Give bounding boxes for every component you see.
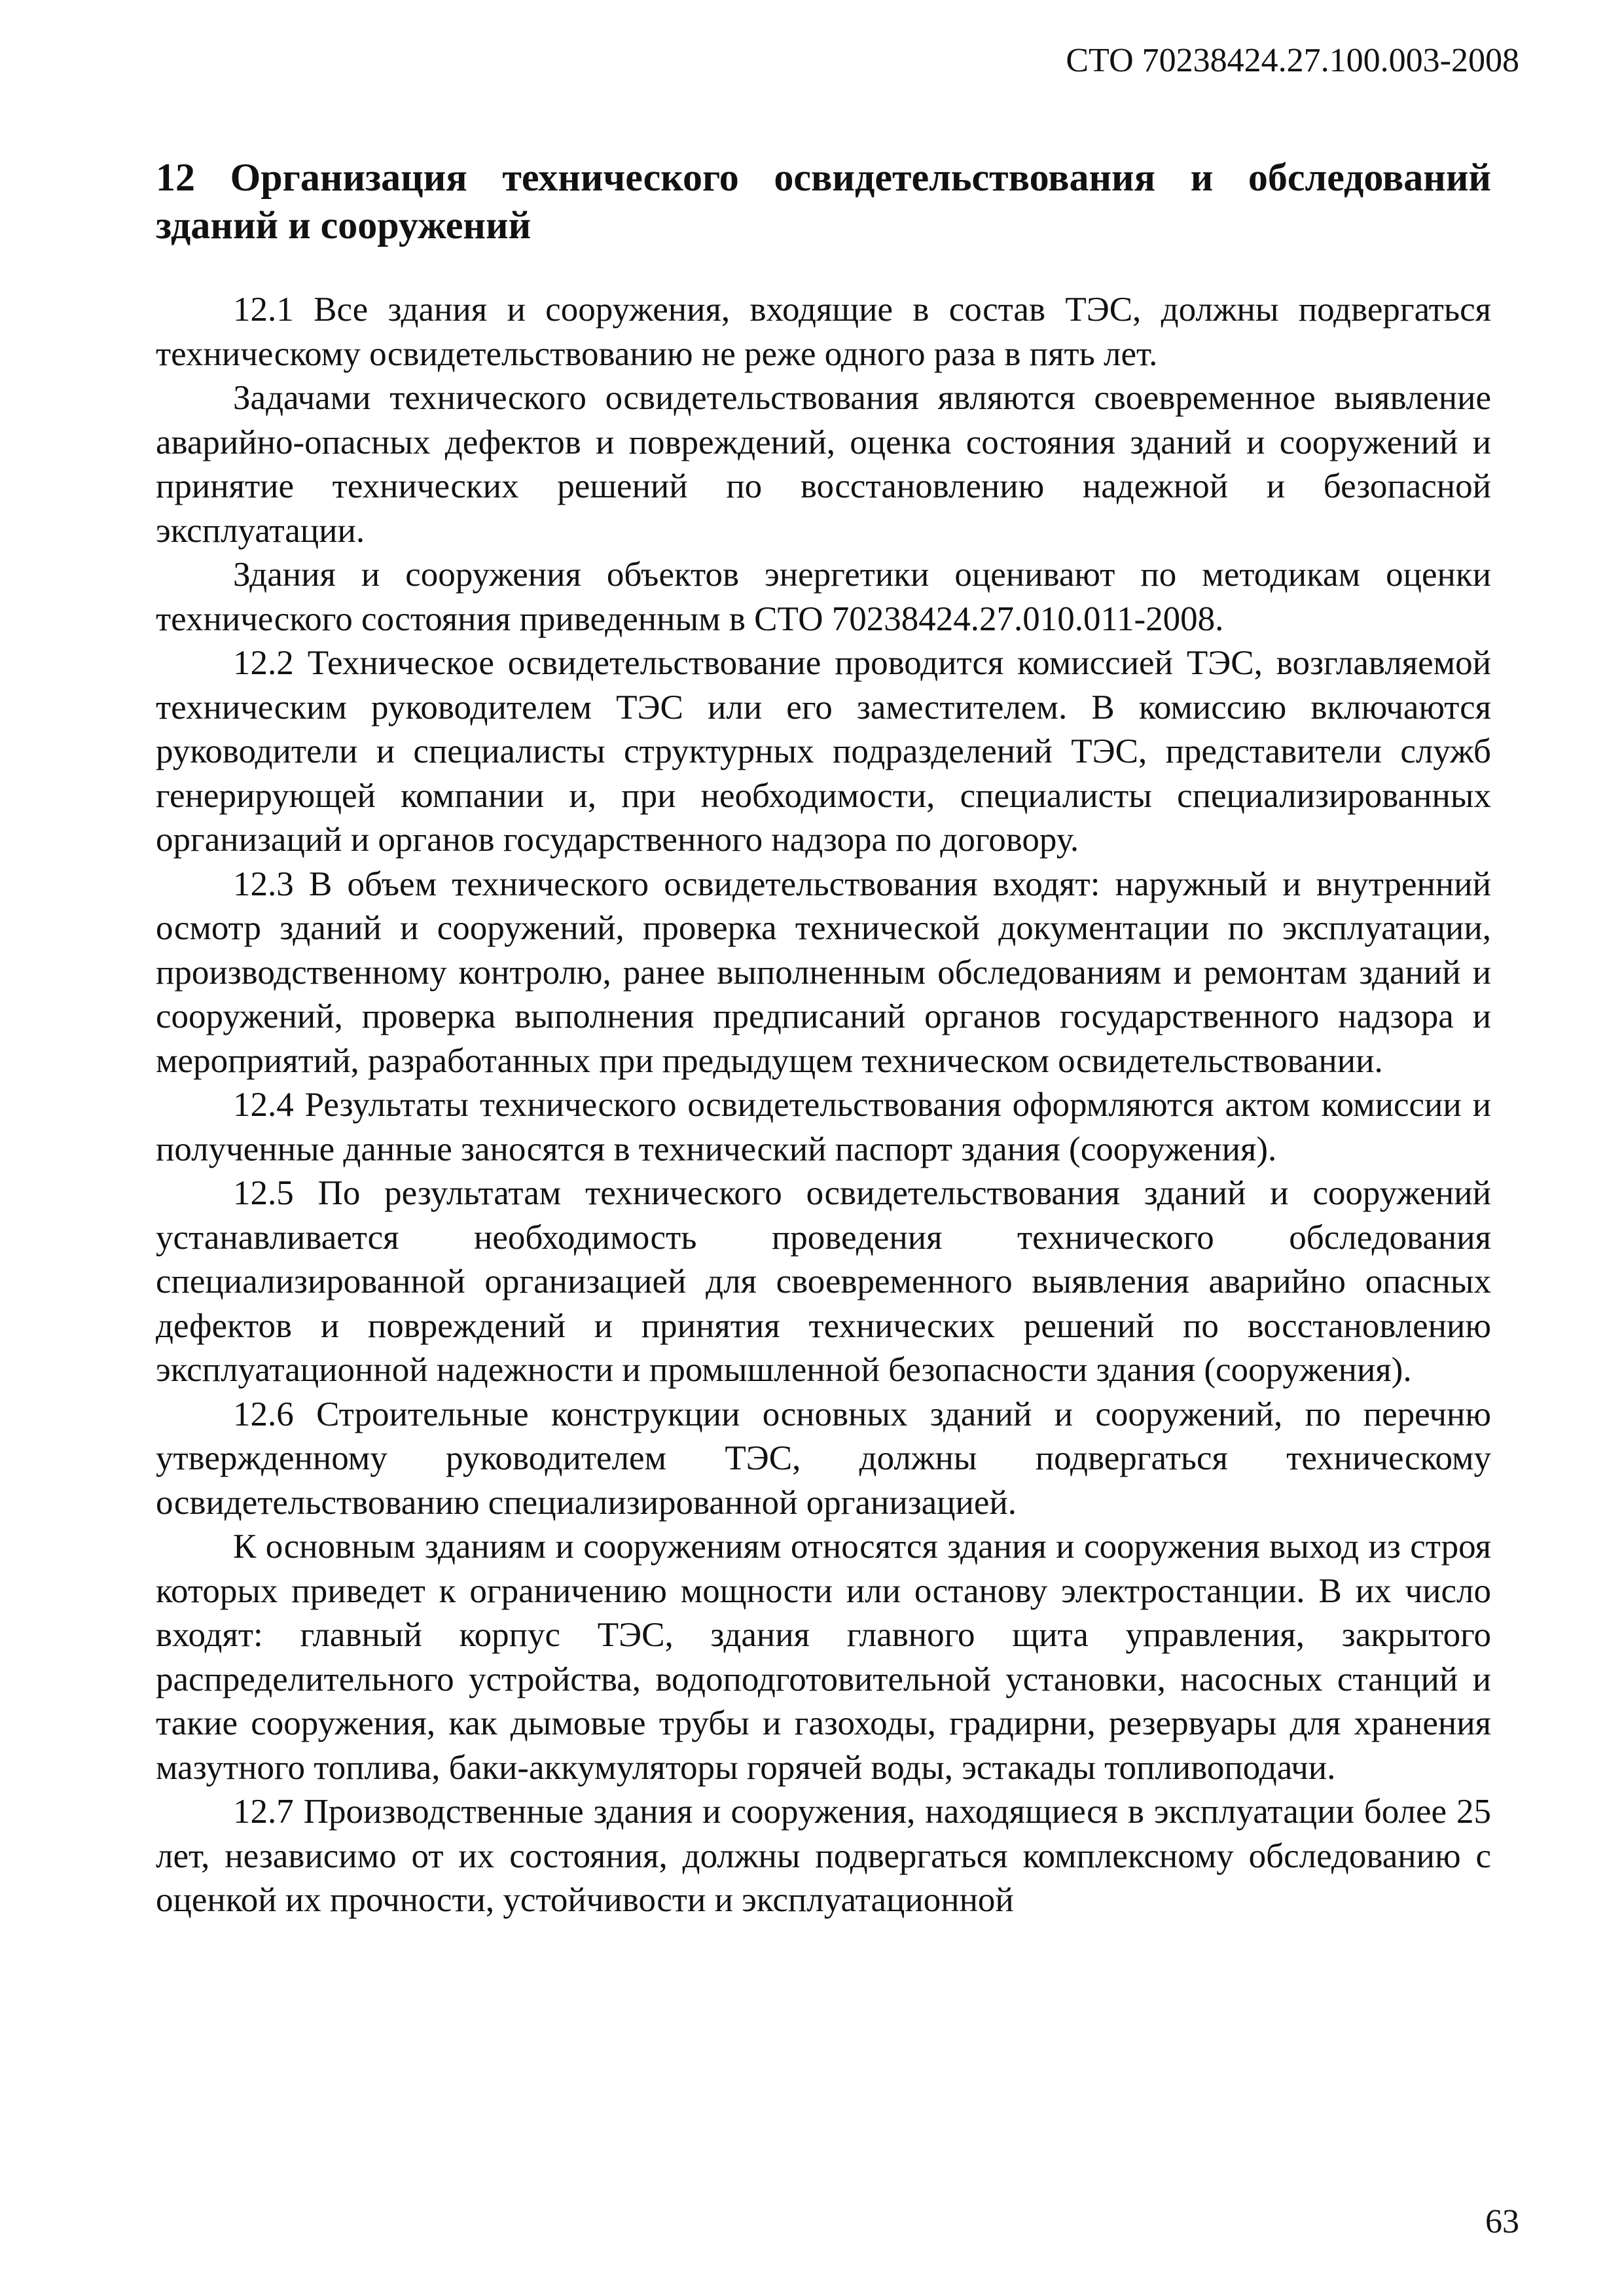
paragraph-12-5: 12.5 По результатам технического освидетельствования зданий и сооружений устанавливается необходимость проведения технического обследования специализированной организацией для своевременного выявления аварийно опасных дефектов и повреждений и принятия технических решений по восстановлению эксплуатационной надежности и промышленной безопасности здания (сооружения). <box>156 1174 1491 1389</box>
paragraph-12-6: 12.6 Строительные конструкции основных зданий и сооружений, по перечню утвержденному руководителем ТЭС, должны подвергаться техническому освидетельствованию специализированной организацией. <box>156 1395 1491 1522</box>
section-title: 12 Организация технического освидетельствования и обследований зданий и сооружений <box>156 156 1491 247</box>
page-number: 63 <box>1485 2202 1519 2240</box>
paragraph-12-2: 12.2 Техническое освидетельствование проводится комиссией ТЭС, возглавляемой техническим руководителем ТЭС или его заместителем. В комиссию включаются руководители и специалисты структурных подразделений ТЭС, представители служб генерирующей компании и, при необходимости, специалисты специализированных организаций и органов государственного надзора по договору. <box>156 644 1491 859</box>
body-text <box>156 288 1491 1923</box>
paragraph-inspection-tasks: Задачами технического освидетельствования являются своевременное выявление аварийно-опасных дефектов и повреждений, оценка состояния зданий и сооружений и принятие технических решений по восстановлению надежной и безопасной эксплуатации. <box>156 379 1491 550</box>
document-code: СТО 70238424.27.100.003-2008 <box>1066 42 1519 79</box>
paragraph-12-4: 12.4 Результаты технического освидетельствования оформляются актом комиссии и полученные данные заносятся в технический паспорт здания (сооружения). <box>156 1086 1491 1168</box>
paragraph-12-7: 12.7 Производственные здания и сооружения, находящиеся в эксплуатации более 25 лет, независимо от их состояния, должны подвергаться комплексному обследованию с оценкой их прочности, устойчивости и эксплуатационной <box>156 1793 1491 1919</box>
paragraph-main-buildings: К основным зданиям и сооружениям относятся здания и сооружения выход из строя которых приведет к ограничению мощности или останову электростанции. В их число входят: главный корпус ТЭС, здания главного щита управления, закрытого распределительного устройства, водоподготовительной установки, насосных станций и такие сооружения, как дымовые трубы и газоходы, градирни, резервуары для хранения мазутного топлива, баки-аккумуляторы горячей воды, эстакады топливоподачи. <box>156 1528 1491 1787</box>
paragraph-12-3: 12.3 В объем технического освидетельствования входят: наружный и внутренний осмотр зданий и сооружений, проверка технической документации по эксплуатации, производственному контролю, ранее выполненным обследованиям и ремонтам зданий и сооружений, проверка выполнения предписаний органов государственного надзора и мероприятий, разработанных при предыдущем техническом освидетельствовании. <box>156 865 1491 1080</box>
paragraph-12-1: 12.1 Все здания и сооружения, входящие в состав ТЭС, должны подвергаться техническому освидетельствованию не реже одного раза в пять лет. <box>156 291 1491 373</box>
paragraph-assessment-methods: Здания и сооружения объектов энергетики оценивают по методикам оценки технического состояния приведенным в СТО 70238424.27.010.011-2008. <box>156 556 1491 638</box>
